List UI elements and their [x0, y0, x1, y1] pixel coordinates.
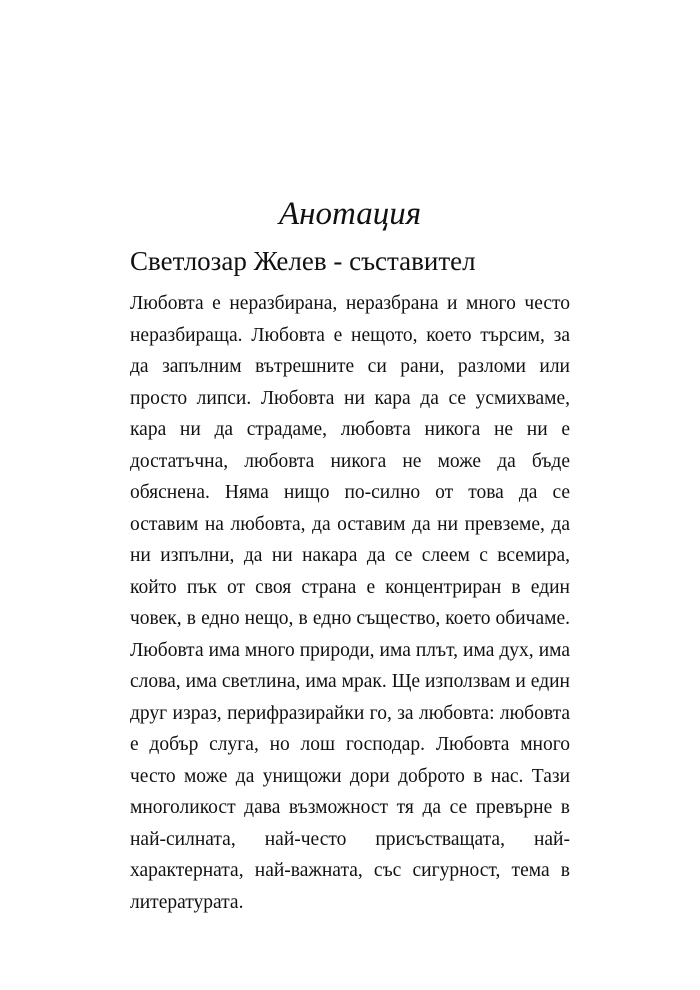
page-title: Анотация	[278, 196, 422, 232]
author-subtitle: Светлозар Желев - съставител	[130, 246, 476, 276]
annotation-paragraph: Любовта е неразбирана, неразбрана и много често неразбираща. Любовта е нещото, което търсим, за да запълним вътрешните си рани, разломи или просто липси. Любовта ни кара да се усмихваме, кара ни да страдаме, любовта никога не ни е достатъчна, любовта никога не може да бъде обяснена. Няма нищо по-силно от това да се оставим на любовта, да оставим да ни превземе, да ни изпълни, да ни накара да се слеем с всемира, който пък от своя страна е концентриран в един човек, в едно нещо, в едно същество, което обичаме. Любовта има много природи, има плът, има дух, има слова, има светлина, има мрак. Ще използвам и един друг израз, перифразирайки го, за любовта: любовта е добър слуга, но лош господар. Любовта много често може да унищожи дори доброто в нас. Тази многоликост дава възможност тя да се превърне в най-силната, най-често присъстващата, най-характерната, най-важната, със сигурност, тема в литературата.	[130, 293, 570, 913]
